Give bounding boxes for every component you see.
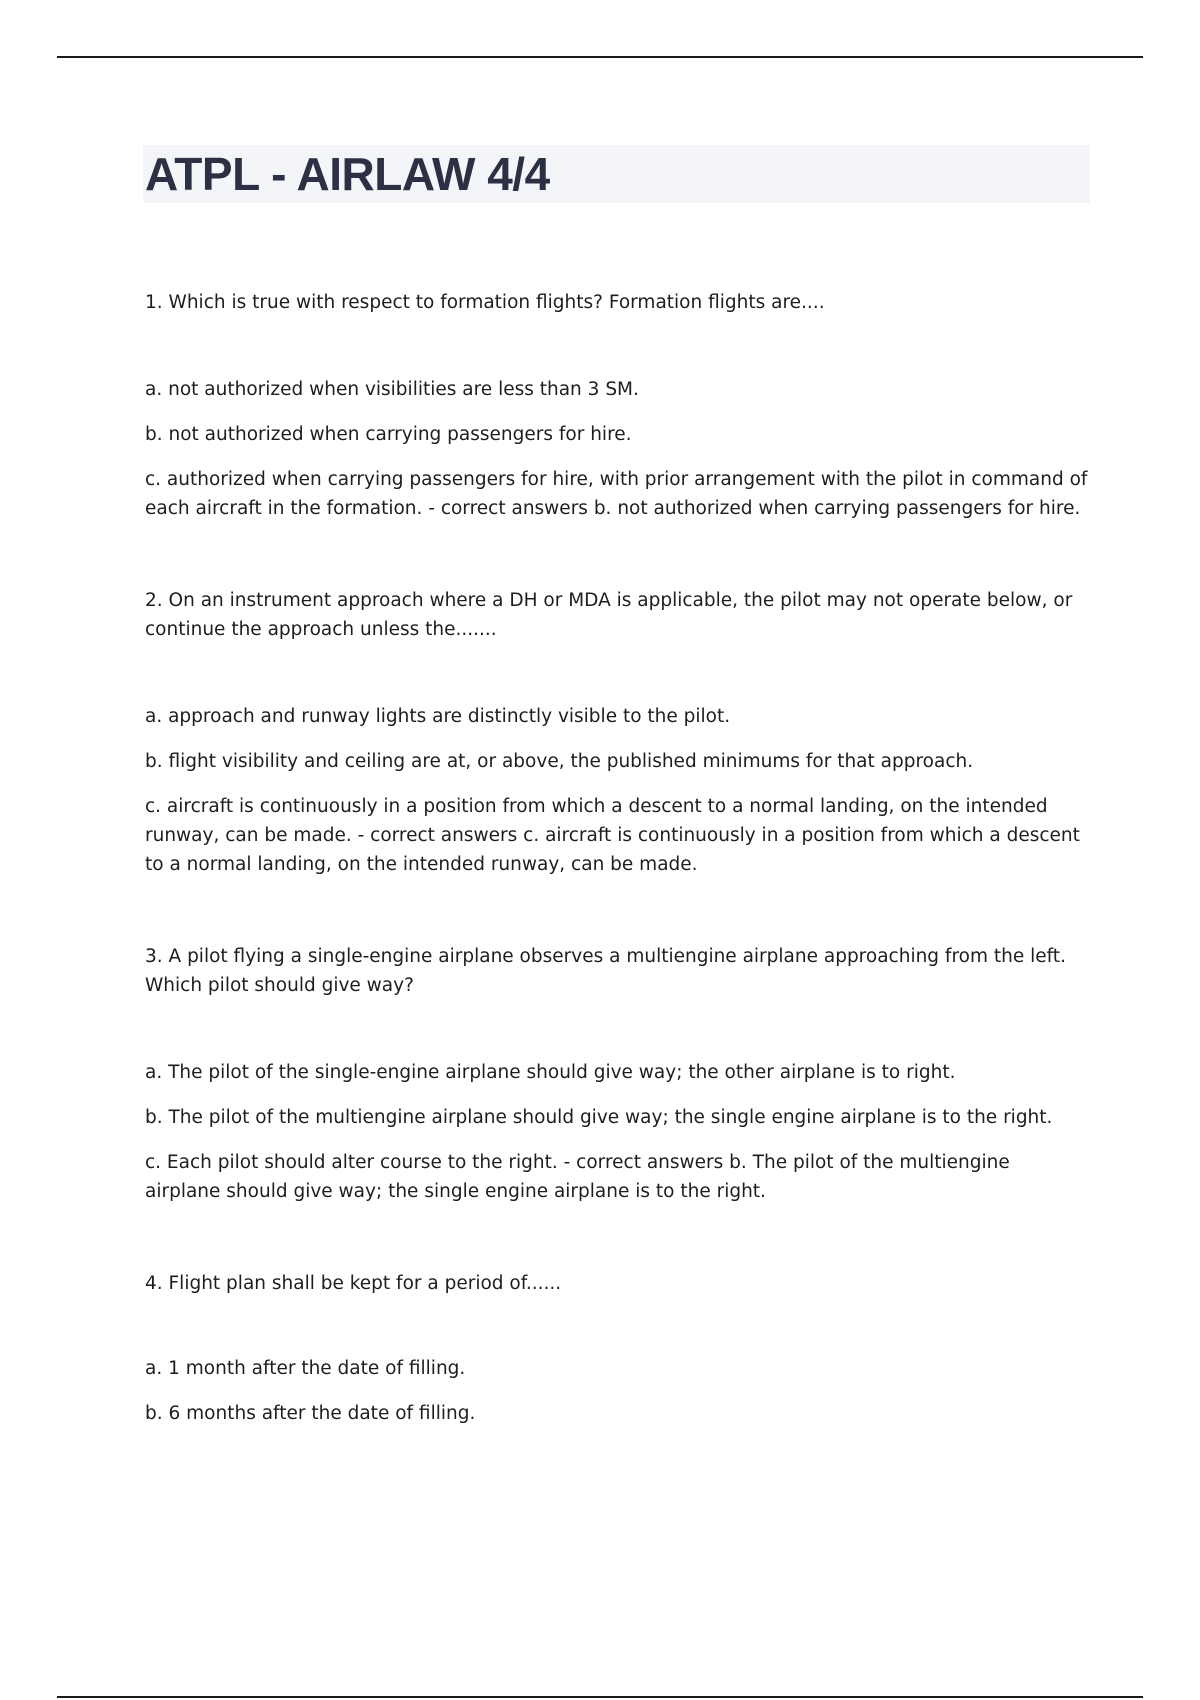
option-b: b. flight visibility and ceiling are at, or above, the published minimums for that approach. bbox=[145, 751, 974, 772]
option-list bbox=[145, 1058, 1090, 1206]
question-text: 3. A pilot flying a single-engine airplane observes a multiengine airplane approaching from the left. Which pilot should give way? bbox=[145, 946, 1066, 996]
option-a: a. not authorized when visibilities are less than 3 SM. bbox=[145, 379, 639, 400]
bottom-rule bbox=[57, 1696, 1143, 1698]
top-rule bbox=[57, 56, 1143, 58]
question-block-4 bbox=[145, 1269, 1090, 1428]
option-list bbox=[145, 702, 1090, 879]
option-a: a. 1 month after the date of filling. bbox=[145, 1358, 466, 1379]
question-block-3 bbox=[145, 942, 1090, 1206]
option-b: b. 6 months after the date of filling. bbox=[145, 1403, 476, 1424]
option-c: c. Each pilot should alter course to the right. - correct answers b. The pilot of the multiengine airplane should give way; the single engine airplane is to the right. bbox=[145, 1152, 1010, 1202]
question-block-1 bbox=[145, 288, 1090, 523]
option-a: a. The pilot of the single-engine airplane should give way; the other airplane is to right. bbox=[145, 1062, 956, 1083]
option-b: b. The pilot of the multiengine airplane should give way; the single engine airplane is to the right. bbox=[145, 1107, 1053, 1128]
option-a: a. approach and runway lights are distinctly visible to the pilot. bbox=[145, 706, 731, 727]
question-list bbox=[145, 288, 1090, 1444]
question-block-2 bbox=[145, 586, 1090, 879]
option-list bbox=[145, 1354, 1090, 1428]
option-c: c. aircraft is continuously in a position from which a descent to a normal landing, on the intended runway, can be made. - correct answers c. aircraft is continuously in a position from which a descent to a normal landing, on the intended runway, can be made. bbox=[145, 796, 1080, 875]
option-list bbox=[145, 375, 1090, 523]
option-b: b. not authorized when carrying passengers for hire. bbox=[145, 424, 632, 445]
question-text: 4. Flight plan shall be kept for a period of...... bbox=[145, 1273, 562, 1294]
question-text: 2. On an instrument approach where a DH or MDA is applicable, the pilot may not operate below, or continue the approach unless the....... bbox=[145, 590, 1073, 640]
page-title: ATPL - AIRLAW 4/4 bbox=[145, 148, 550, 200]
question-text: 1. Which is true with respect to formation flights? Formation flights are.... bbox=[145, 292, 825, 313]
option-c: c. authorized when carrying passengers for hire, with prior arrangement with the pilot in command of each aircraft in the formation. - correct answers b. not authorized when carrying passengers for hire. bbox=[145, 469, 1088, 519]
